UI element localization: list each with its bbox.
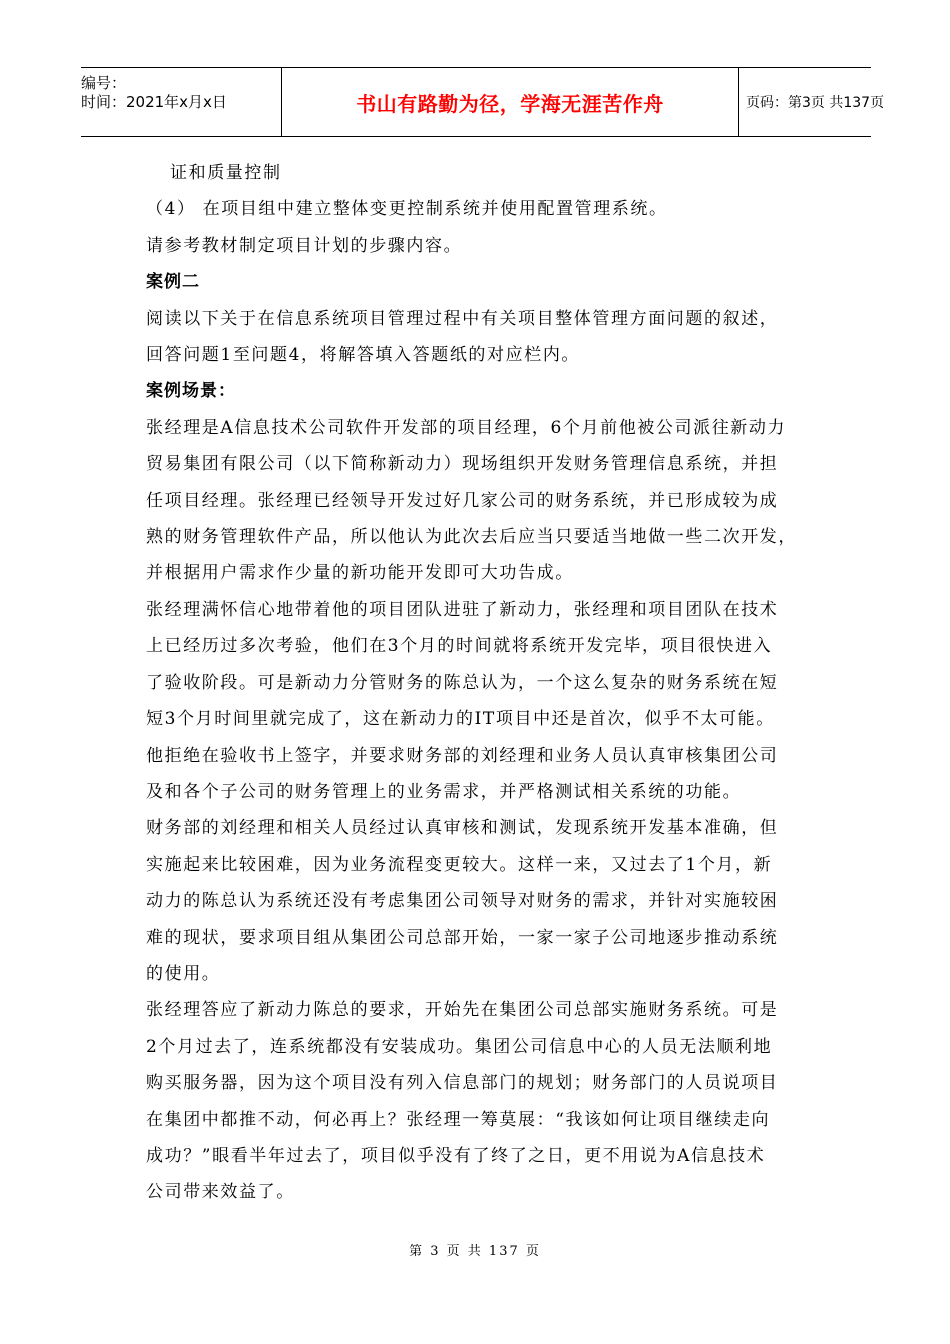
header-page-info: 页码：第3页 共137页 xyxy=(746,95,885,111)
body-text-line: 公司带来效益了。 xyxy=(146,1182,295,1203)
section-heading: 案例场景： xyxy=(146,381,236,402)
body-text-line: 张经理满怀信心地带着他的项目团队进驻了新动力，张经理和项目团队在技术 xyxy=(146,599,779,620)
body-text-line: 请参考教材制定项目计划的步骤内容。 xyxy=(146,235,463,256)
body-text-line: 难的现状，要求项目组从集团公司总部开始，一家一家子公司地逐步推动系统 xyxy=(146,927,779,948)
body-text-line: 实施起来比较困难，因为业务流程变更较大。这样一来，又过去了1个月，新 xyxy=(146,854,773,875)
body-text-line: 2个月过去了，连系统都没有安装成功。集团公司信息中心的人员无法顺利地 xyxy=(146,1036,773,1057)
body-text-line: 并根据用户需求作少量的新功能开发即可大功告成。 xyxy=(146,563,574,584)
body-text-line: 熟的财务管理软件产品，所以他认为此次去后应当只要适当地做一些二次开发， xyxy=(146,527,797,548)
body-text-line: 贸易集团有限公司（以下简称新动力）现场组织开发财务管理信息系统，并担 xyxy=(146,454,779,475)
header-time-label: 时间：2021年x月x日 xyxy=(81,93,227,111)
body-text-line: 张经理答应了新动力陈总的要求，开始先在集团公司总部实施财务系统。可是 xyxy=(146,1000,779,1021)
body-text-line: 在集团中都推不动，何必再上？张经理一筹莫展：“我该如何让项目继续走向 xyxy=(146,1109,771,1130)
body-text-line: 的使用。 xyxy=(146,963,221,984)
body-text-line: 他拒绝在验收书上签字，并要求财务部的刘经理和业务人员认真审核集团公司 xyxy=(146,745,779,766)
section-heading: 案例二 xyxy=(146,272,200,293)
page-header xyxy=(81,67,885,137)
body-text-line: 阅读以下关于在信息系统项目管理过程中有关项目整体管理方面问题的叙述， xyxy=(146,308,779,329)
body-text-line: 证和质量控制 xyxy=(170,163,282,183)
page-footer: 第 3 页 共 137 页 xyxy=(409,1244,541,1259)
body-text-line: 购买服务器，因为这个项目没有列入信息部门的规划；财务部门的人员说项目 xyxy=(146,1073,779,1094)
document-body xyxy=(146,155,811,1211)
header-motto: 书山有路勤为径，学海无涯苦作舟 xyxy=(282,68,739,136)
body-text-line: （4） 在项目组中建立整体变更控制系统并使用配置管理系统。 xyxy=(146,199,668,220)
body-text-line: 短3个月时间里就完成了，这在新动力的IT项目中还是首次，似乎不太可能。 xyxy=(146,709,775,730)
body-text-line: 动力的陈总认为系统还没有考虑集团公司领导对财务的需求，并针对实施较困 xyxy=(146,891,779,912)
body-text-line: 成功？”眼看半年过去了，项目似乎没有了终了之日，更不用说为A信息技术 xyxy=(146,1145,766,1166)
header-meta xyxy=(81,68,282,136)
body-text-line: 上已经历过多次考验，他们在3个月的时间就将系统开发完毕，项目很快进入 xyxy=(146,636,773,657)
body-text-line: 张经理是A信息技术公司软件开发部的项目经理，6个月前他被公司派往新动力 xyxy=(146,417,787,438)
body-text-line: 了验收阶段。可是新动力分管财务的陈总认为，一个这么复杂的财务系统在短 xyxy=(146,672,779,693)
header-number-label: 编号： xyxy=(81,74,127,92)
body-text-line: 任项目经理。张经理已经领导开发过好几家公司的财务系统，并已形成较为成 xyxy=(146,490,779,511)
body-text-line: 回答问题1至问题4，将解答填入答题纸的对应栏内。 xyxy=(146,345,581,366)
body-text-line: 财务部的刘经理和相关人员经过认真审核和测试，发现系统开发基本准确，但 xyxy=(146,818,779,839)
body-text-line: 及和各个子公司的财务管理上的业务需求，并严格测试相关系统的功能。 xyxy=(146,781,742,802)
